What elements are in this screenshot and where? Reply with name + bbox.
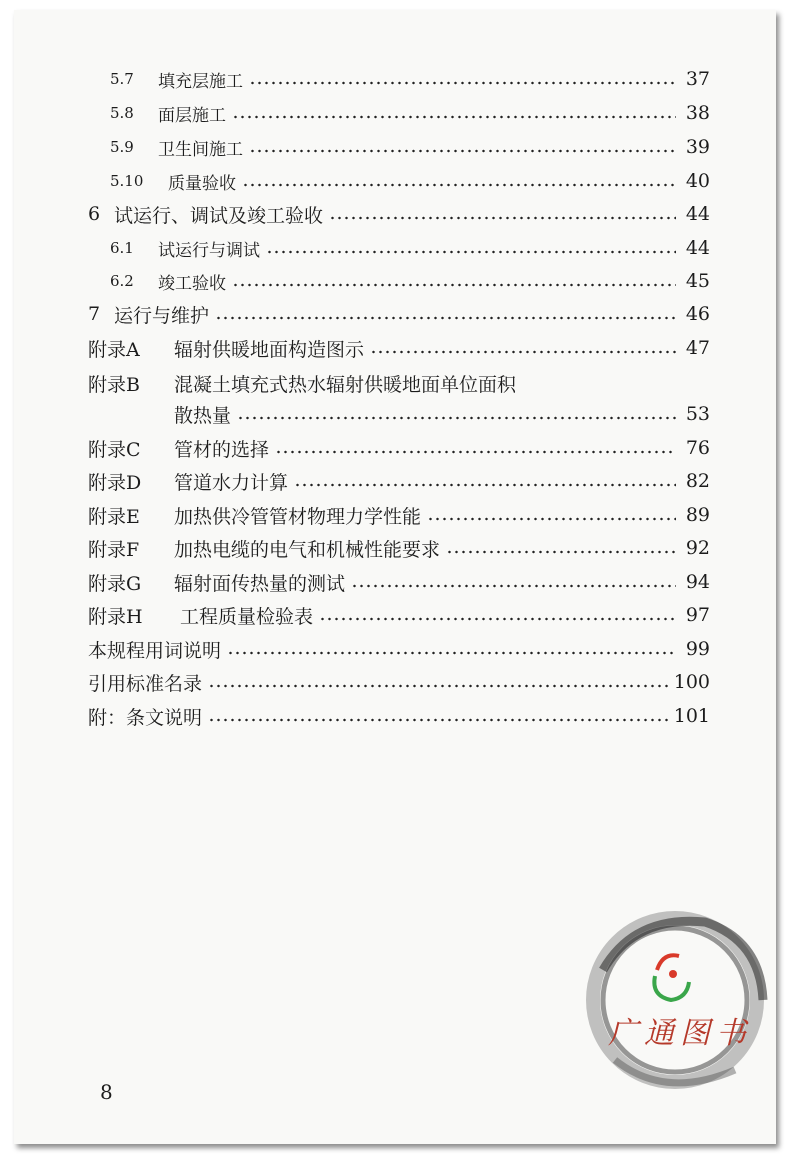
toc-page: 76 xyxy=(685,437,710,459)
toc-entry-clause-explanation xyxy=(88,699,710,733)
toc-page: 37 xyxy=(685,68,710,90)
toc-entry-appendix-a xyxy=(88,331,710,365)
toc-number: 5.8 xyxy=(110,104,134,122)
toc-leader xyxy=(351,584,676,588)
toc-entry-appendix-c xyxy=(88,431,710,465)
toc-number: 附录E xyxy=(88,505,140,528)
toc-title-continued: 散热量 xyxy=(174,404,232,427)
publisher-stamp-logo xyxy=(575,900,775,1100)
toc-entry-7 xyxy=(88,297,710,331)
toc-number: 5.7 xyxy=(110,70,134,88)
toc-number: 附录H xyxy=(88,605,143,628)
toc-leader xyxy=(370,350,676,354)
stamp-text: 广通图书 xyxy=(608,1016,752,1051)
toc-leader xyxy=(275,450,676,454)
toc-number: 6 xyxy=(88,203,101,225)
toc-title: 加热电缆的电气和机械性能要求 xyxy=(174,538,441,561)
toc-leader xyxy=(237,416,676,420)
toc-title: 辐射面传热量的测试 xyxy=(174,572,346,595)
toc-entry-appendix-b-continued xyxy=(174,397,710,431)
toc-page: 82 xyxy=(685,470,710,492)
toc-page: 97 xyxy=(685,604,710,626)
page-number: 8 xyxy=(100,1080,113,1104)
toc-title: 试运行、调试及竣工验收 xyxy=(114,204,324,227)
toc-page: 45 xyxy=(685,270,710,292)
toc-page: 94 xyxy=(685,571,710,593)
toc-title: 卫生间施工 xyxy=(158,139,243,160)
toc-leader xyxy=(319,617,676,621)
toc-leader xyxy=(266,250,676,254)
toc-title: 填充层施工 xyxy=(158,71,243,92)
toc-title: 质量验收 xyxy=(168,173,236,194)
toc-entry-appendix-b xyxy=(88,366,710,400)
toc-page: 44 xyxy=(685,203,710,225)
toc-number: 附录F xyxy=(88,538,140,561)
toc-title: 附：条文说明 xyxy=(88,706,203,729)
toc-leader xyxy=(242,183,676,187)
toc-page: 47 xyxy=(685,337,710,359)
toc-leader xyxy=(232,115,676,119)
toc-leader xyxy=(227,651,676,655)
toc-leader xyxy=(249,81,676,85)
toc-title: 加热供冷管管材物理力学性能 xyxy=(174,505,422,528)
toc-number: 7 xyxy=(88,303,101,325)
toc-number: 6.2 xyxy=(110,272,134,290)
toc-title: 试运行与调试 xyxy=(158,240,260,261)
toc-number: 附录G xyxy=(88,572,142,595)
toc-page: 99 xyxy=(685,638,710,660)
toc-entry-6-2 xyxy=(110,264,710,298)
toc-entry-appendix-h xyxy=(88,598,710,632)
toc-title: 辐射供暖地面构造图示 xyxy=(174,338,365,361)
toc-page: 100 xyxy=(673,671,710,693)
toc-page: 44 xyxy=(685,237,710,259)
toc-entry-5-7 xyxy=(110,62,710,96)
toc-page: 89 xyxy=(685,504,710,526)
toc-number: 5.10 xyxy=(110,172,144,190)
toc-title: 混凝土填充式热水辐射供暖地面单位面积 xyxy=(174,373,517,396)
toc-number: 附录C xyxy=(88,438,141,461)
toc-number: 5.9 xyxy=(110,138,134,156)
toc-entry-6-1 xyxy=(110,231,710,265)
toc-entry-appendix-d xyxy=(88,464,710,498)
toc-page: 92 xyxy=(685,537,710,559)
toc-leader xyxy=(232,283,676,287)
toc-entry-appendix-g xyxy=(88,565,710,599)
toc-entry-appendix-f xyxy=(88,531,710,565)
toc-entry-5-8 xyxy=(110,96,710,130)
toc-entry-wording-explanation xyxy=(88,632,710,666)
toc-page: 38 xyxy=(685,102,710,124)
toc-entry-5-9 xyxy=(110,130,710,164)
toc-page: 101 xyxy=(673,705,710,727)
toc-leader xyxy=(329,216,676,220)
toc-entry-6 xyxy=(88,197,710,231)
toc-title: 管材的选择 xyxy=(174,438,270,461)
logo-mark-icon xyxy=(654,955,689,1000)
toc-title: 面层施工 xyxy=(158,105,226,126)
toc-page: 46 xyxy=(685,303,710,325)
toc-leader xyxy=(427,517,676,521)
toc-leader xyxy=(208,718,668,722)
toc-leader xyxy=(446,550,676,554)
toc-leader xyxy=(294,483,676,487)
toc-title: 竣工验收 xyxy=(158,273,226,294)
toc-leader xyxy=(215,316,676,320)
toc-title: 工程质量检验表 xyxy=(180,605,314,628)
toc-title: 引用标准名录 xyxy=(88,672,203,695)
toc-entry-5-10 xyxy=(110,164,710,198)
toc-number: 附录D xyxy=(88,471,142,494)
toc-title: 本规程用词说明 xyxy=(88,639,222,662)
toc-entry-cited-standards xyxy=(88,665,710,699)
toc-page: 53 xyxy=(685,403,710,425)
toc-page: 40 xyxy=(685,170,710,192)
toc-number: 附录B xyxy=(88,373,140,396)
toc-leader xyxy=(208,684,668,688)
toc-title: 运行与维护 xyxy=(114,304,210,327)
toc-number: 附录A xyxy=(88,338,140,361)
toc-entry-appendix-e xyxy=(88,498,710,532)
toc-number: 6.1 xyxy=(110,239,134,257)
toc-page: 39 xyxy=(685,136,710,158)
toc-title: 管道水力计算 xyxy=(174,471,289,494)
toc-leader xyxy=(249,149,676,153)
